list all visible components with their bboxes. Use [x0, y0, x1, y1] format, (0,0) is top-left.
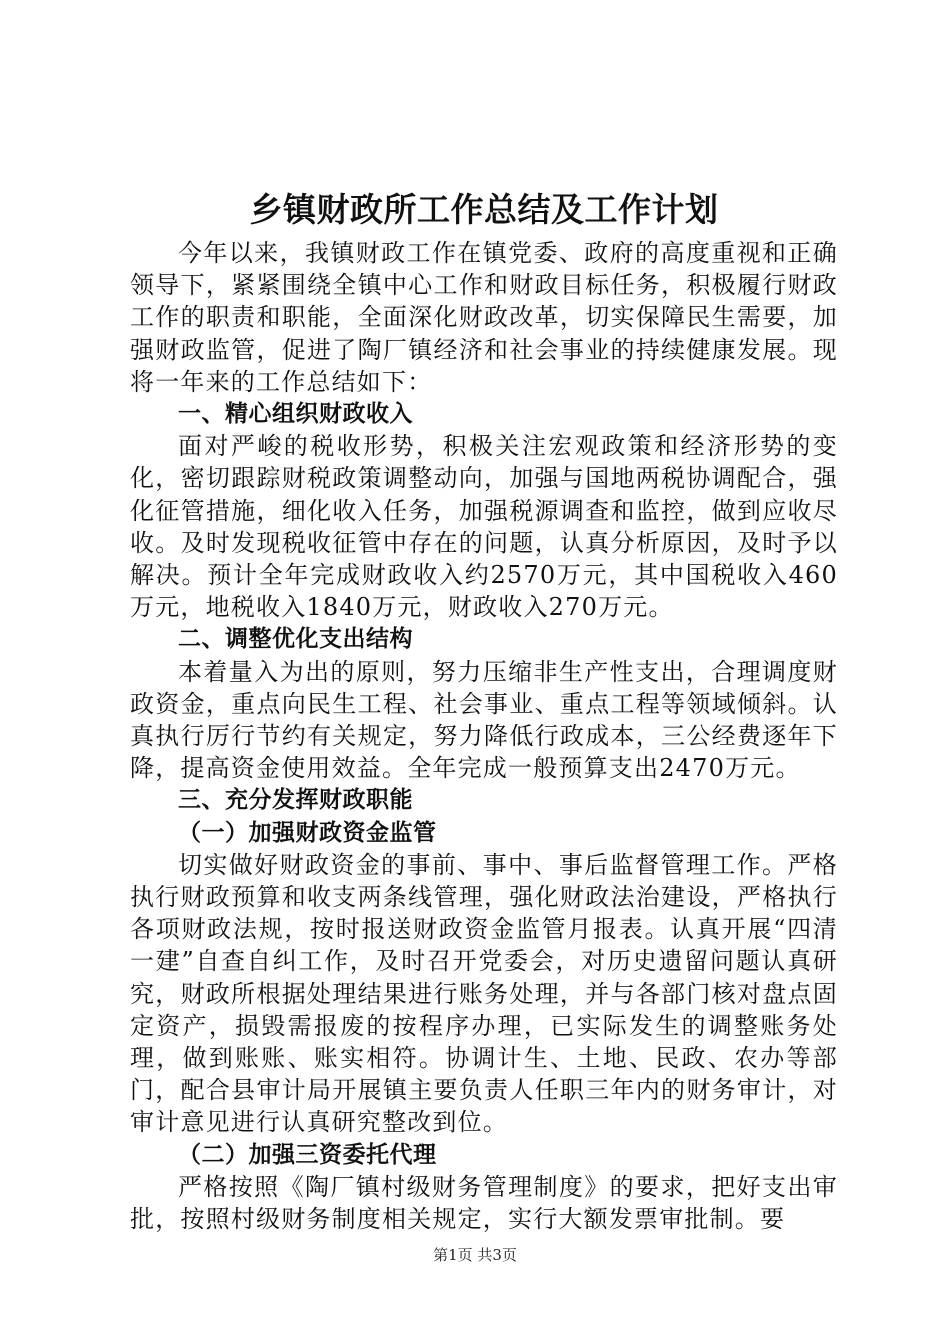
section-heading-1: 一、精心组织财政收入	[178, 401, 413, 428]
page-footer: 第1页 共3页	[433, 1246, 517, 1264]
section-heading-3: 三、充分发挥财政职能	[178, 787, 413, 814]
subsection-paragraph-1: 切实做好财政资金的事前、事中、事后监督管理工作。严格执行财政预算和收支两条线管理，强化财政法治建设，严格执行各项财政法规，按时报送财政资金监管月报表。认真开展“四清一建”自查自纠工作，及时召开党委会，对历史遗留问题认真研究，财政所根据处理结果进行账务处理，并与各部门核对盘点固定资产，损毁需报废的按程序办理，已实际发生的调整账务处理，做到账账、账实相符。协调计生、土地、民政、农办等部门，配合县审计局开展镇主要负责人任职三年内的财务审计，对审计意见进行认真研究整改到位。	[130, 850, 838, 1137]
intro-paragraph: 今年以来，我镇财政工作在镇党委、政府的高度重视和正确领导下，紧紧围绕全镇中心工作和财政目标任务，积极履行财政工作的职责和职能，全面深化财政改革，切实保障民生需要，加强财政监管，促进了陶厂镇经济和社会事业的持续健康发展。现将一年来的工作总结如下：	[130, 239, 838, 396]
document-title: 乡镇财政所工作总结及工作计划	[249, 190, 719, 229]
subsection-paragraph-2: 严格按照《陶厂镇村级财务管理制度》的要求，把好支出审批，按照村级财务制度相关规定，实行大额发票审批制。要	[130, 1172, 838, 1234]
section-paragraph-1: 面对严峻的税收形势，积极关注宏观政策和经济形势的变化，密切跟踪财税政策调整动向，加强与国地两税协调配合，强化征管措施，细化收入任务，加强税源调查和监控，做到应收尽收。及时发现税收征管中存在的问题，认真分析原因，及时予以解决。预计全年完成财政收入约2570万元，其中国税收入460万元，地税收入1840万元，财政收入270万元。	[130, 432, 838, 622]
document-body	[130, 183, 838, 1235]
subsection-heading-1: （一）加强财政资金监管	[178, 819, 437, 846]
section-heading-2: 二、调整优化支出结构	[178, 626, 413, 653]
subsection-heading-2: （二）加强三资委托代理	[178, 1141, 437, 1168]
section-paragraph-2: 本着量入为出的原则，努力压缩非生产性支出，合理调度财政资金，重点向民生工程、社会事业、重点工程等领域倾斜。认真执行厉行节约有关规定，努力降低行政成本，三公经费逐年下降，提高资金使用效益。全年完成一般预算支出2470万元。	[130, 657, 838, 783]
